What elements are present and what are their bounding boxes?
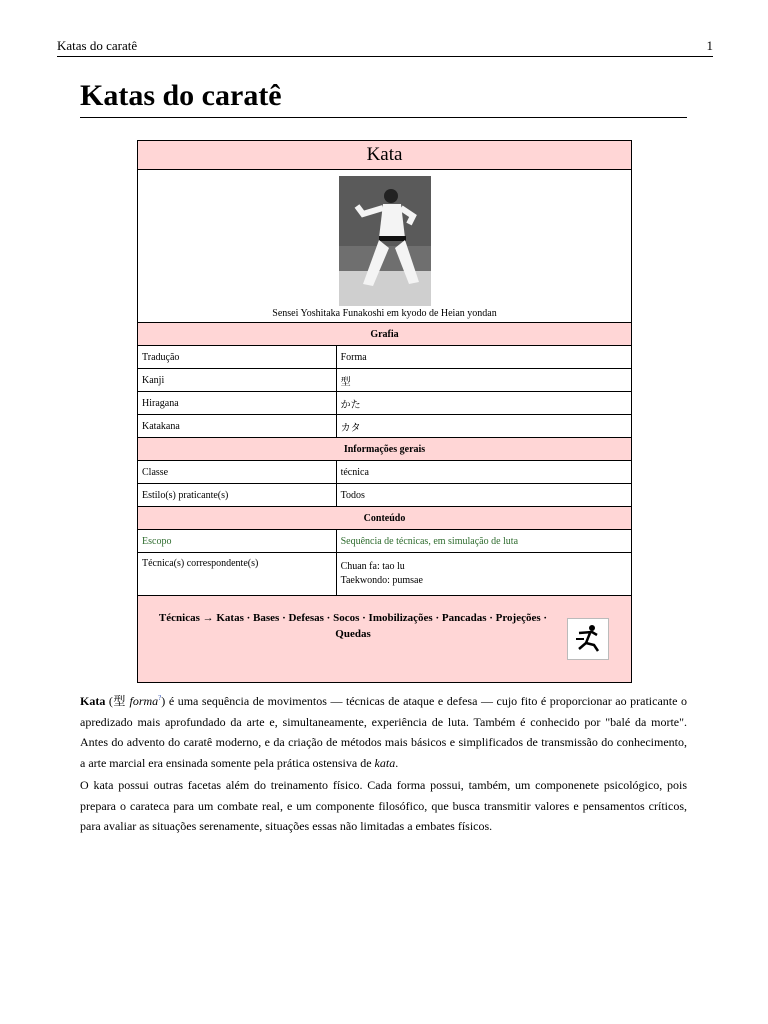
- page-title: Katas do caratê: [80, 78, 687, 118]
- row-label: Estilo(s) praticante(s): [138, 484, 337, 507]
- navbox-lead[interactable]: Técnicas: [158, 612, 200, 624]
- row-value: かた: [336, 392, 631, 415]
- row-value: カタ: [336, 415, 631, 438]
- karate-photo[interactable]: [339, 176, 431, 306]
- row-label-escopo[interactable]: Escopo: [138, 530, 337, 553]
- row-label: Técnica(s) correspondente(s): [138, 553, 337, 596]
- image-caption: Sensei Yoshitaka Funakoshi em kyodo de Heian yondan: [272, 307, 497, 319]
- navbox-items[interactable]: Katas · Bases · Defesas · Socos · Imobilizações · Pancadas · Projeções · Quedas: [216, 612, 548, 640]
- section-informacoes: Informações gerais: [138, 438, 632, 461]
- row-value: Todos: [336, 484, 631, 507]
- tecnica-taekwondo: Taekwondo: pumsae: [340, 575, 423, 586]
- running-header: [57, 38, 713, 57]
- section-grafia: Grafia: [138, 323, 632, 346]
- row-value: técnica: [336, 461, 631, 484]
- row-value: 型: [336, 369, 631, 392]
- forma-italic: forma: [129, 694, 159, 708]
- paragraph-2: O kata possui outras facetas além do treinamento físico. Cada forma possui, também, um componenete psicológico, pois prepara o carateca para um combate real, e um componente filosófico, que busca transmitir valores e pensamentos críticos, para avaliar as situações serenamente, situações essas não limitadas a embates físicos.: [80, 778, 687, 833]
- row-label: Kanji: [138, 369, 337, 392]
- article-body: [80, 688, 687, 839]
- kata-italic: kata: [374, 755, 396, 770]
- row-value-escopo-link[interactable]: Sequência de técnicas, em simulação de luta: [336, 530, 631, 553]
- term-kata: Kata: [80, 694, 106, 708]
- infobox-image-cell: [138, 170, 632, 323]
- row-label: Tradução: [138, 346, 337, 369]
- kanji-link[interactable]: 型: [112, 694, 126, 708]
- paragraph-1-end: .: [395, 755, 399, 770]
- navbox-links[interactable]: [144, 610, 562, 642]
- running-title: Katas do caratê: [57, 38, 138, 53]
- section-conteudo: Conteúdo: [138, 507, 632, 530]
- karateka-figure-icon: [339, 176, 431, 306]
- martial-arts-icon: [567, 618, 609, 660]
- page-number: 1: [706, 38, 713, 53]
- paragraph-1: Kata (型 forma?) é uma sequência de movimentos — técnicas de ataque e defesa — cujo fito é proporcionar ao praticante o apredizado mais aprofundado da arte e, simultaneamente, experiência de luta. Também é conhecido por "balé da morte". Antes do advento do caratê moderno, e da criação de métodos mais básicos e simplificados de transmissão do conhecimento, a arte marcial era ensinada somente pela prática ostensiva de kata.: [80, 694, 687, 770]
- infobox-title: Kata: [138, 141, 632, 170]
- row-value-tecnicas: [336, 553, 631, 596]
- help-superscript[interactable]: ?: [158, 694, 162, 702]
- row-label: Classe: [138, 461, 337, 484]
- kata-infobox: [137, 140, 632, 683]
- row-label: Hiragana: [138, 392, 337, 415]
- technique-navbox: [138, 596, 632, 683]
- paragraph-1-text: ) é uma sequência de movimentos — técnicas de ataque e defesa — cujo fito é proporcionar ao praticante o apredizado mais aprofundado da arte e, simultaneamente, experiência de luta. Também é conhecido por "balé da morte". Antes do advento do caratê moderno, e da criação de métodos mais básicos e simplificados de transmissão do conhecimento, a arte marcial era ensinada somente pela prática ostensiva de: [80, 694, 687, 770]
- row-label: Katakana: [138, 415, 337, 438]
- row-value: Forma: [336, 346, 631, 369]
- arrow-icon: →: [202, 612, 214, 624]
- tecnica-chuan-fa: Chuan fa: tao lu: [340, 561, 405, 572]
